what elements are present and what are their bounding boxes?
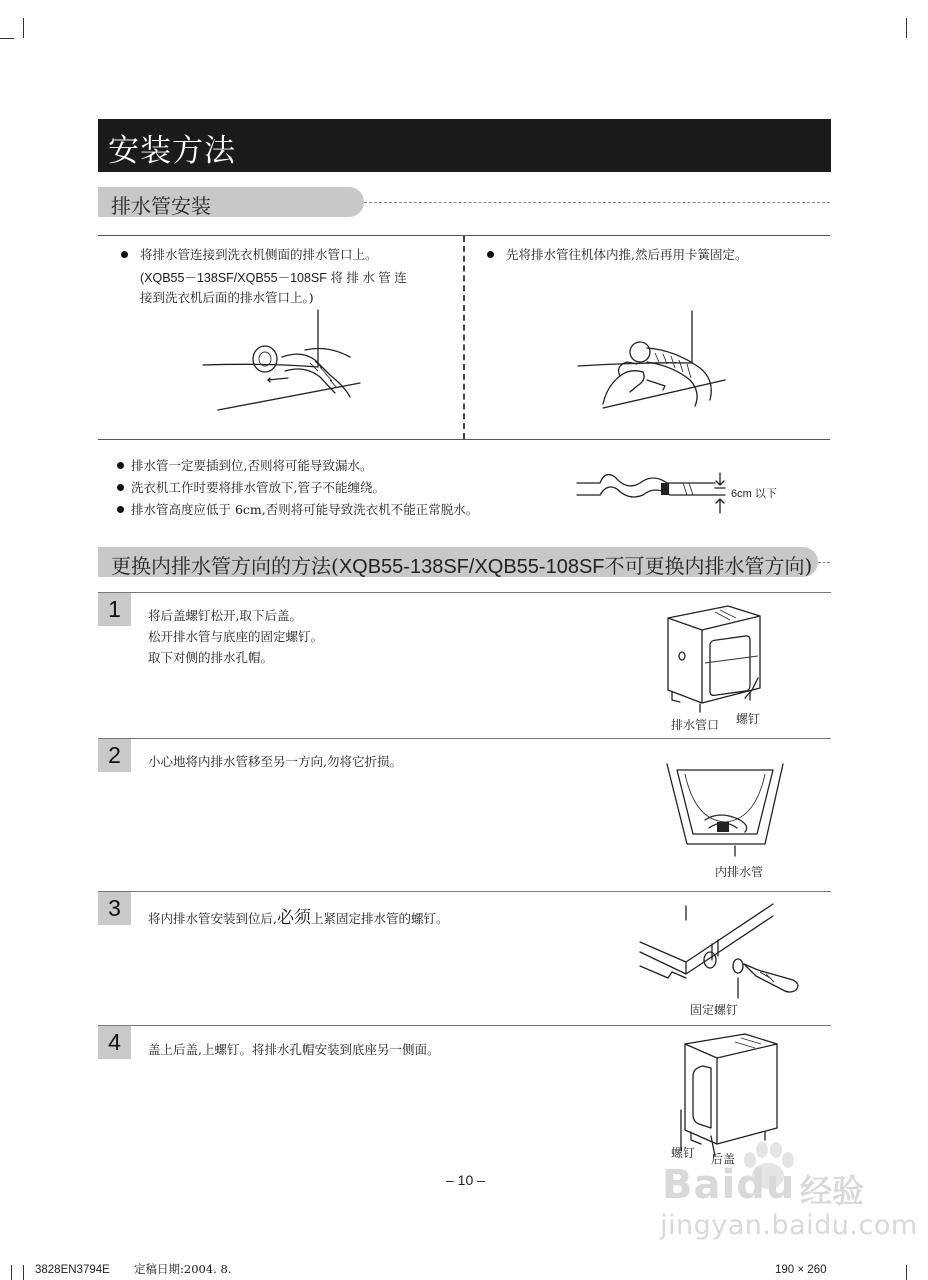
drain-note-1: 排水管一定要插到位,否则将可能导致漏水。 [131, 458, 373, 473]
hose-push-illustration [575, 308, 735, 418]
section-heading-drain-install [98, 187, 364, 217]
watermark-url: jingyan.baidu.com [660, 1210, 918, 1241]
drain-note-2: 洗衣机工作时要将排水管放下,管子不能缠绕。 [131, 480, 385, 495]
crop-mark [11, 1265, 12, 1280]
install-box-divider [463, 236, 465, 439]
left-instruction-note-1: (XQB55－138SF/XQB55－108SF 将 排 水 管 连 [140, 271, 407, 285]
step-number: 1 [98, 593, 131, 626]
height-label: 6cm 以下 [731, 488, 777, 500]
drain-note-3: 排水管高度应低于 6cm,否则将可能导致洗衣机不能正常脱水。 [131, 502, 479, 517]
caption-rear-cover: 后盖 [711, 1152, 736, 1166]
step-1-line-2: 松开排水管与底座的固定螺钉。 [148, 629, 324, 644]
caption-screw: 螺钉 [671, 1146, 696, 1160]
caption-inner-drain-hose: 内排水管 [715, 865, 764, 879]
watermark-logo: Baidu [662, 1162, 796, 1208]
step-2-line-1: 小心地将内排水管移至另一方向,勿将它折损。 [148, 754, 402, 769]
footer-date: 定稿日期:2004. 8. [134, 1262, 232, 1276]
bullet [117, 506, 124, 513]
inner-drain-hose-illustration [665, 760, 785, 850]
step-4-line-1: 盖上后盖,上螺钉。将排水孔帽安装到底座另一侧面。 [148, 1042, 440, 1057]
crop-mark [23, 18, 24, 38]
left-instruction-note-2: 接到洗衣机后面的排水管口上。) [140, 290, 314, 305]
bullet [487, 251, 494, 258]
crop-mark [906, 1265, 907, 1280]
install-box-bottom-rule [98, 439, 830, 440]
page-number: – 10 – [446, 1172, 485, 1188]
hose-height-illustration [575, 465, 735, 520]
crop-mark [906, 18, 907, 38]
crop-mark [0, 38, 14, 39]
bullet [117, 484, 124, 491]
footer-size: 190 × 260 [775, 1264, 827, 1276]
washer-rear-illustration [660, 598, 770, 713]
section-title: 排水管安装 [111, 194, 211, 218]
watermark-cn: 经验 [800, 1172, 865, 1210]
heading-dash-line [818, 562, 830, 563]
step-rule [98, 891, 831, 892]
footer-code: 3828EN3794E [35, 1264, 110, 1276]
hose-connect-illustration [210, 305, 370, 415]
crop-mark [23, 1265, 24, 1280]
page-title-bar [98, 119, 831, 172]
page-title: 安装方法 [108, 133, 236, 169]
step-1-line-3: 取下对侧的排水孔帽。 [148, 650, 274, 665]
caption-drain-port: 排水管口 [671, 718, 720, 732]
step-rule [98, 738, 831, 739]
fixing-screw-illustration [638, 900, 808, 1000]
heading-dash-line [364, 202, 830, 203]
bullet [121, 251, 128, 258]
section-heading-change-direction [98, 547, 818, 577]
section-title: 更换内排水管方向的方法(XQB55-138SF/XQB55-108SF不可更换内排水管方向) [111, 554, 813, 578]
step-rule [98, 1025, 831, 1026]
left-instruction: 将排水管连接到洗衣机侧面的排水管口上。 [140, 247, 378, 262]
right-instruction: 先将排水管往机体内推,然后再用卡簧固定。 [506, 247, 748, 262]
step-number: 3 [98, 892, 131, 925]
washer-cover-illustration [665, 1032, 785, 1157]
step-3-line-1: 将内排水管安装到位后,必须上紧固定排水管的螺钉。 [148, 908, 449, 928]
caption-screw: 螺钉 [736, 712, 761, 726]
bullet [117, 462, 124, 469]
step-1-line-1: 将后盖螺钉松开,取下后盖。 [148, 608, 302, 623]
caption-fixing-screw: 固定螺钉 [690, 1003, 739, 1017]
step-number: 2 [98, 739, 131, 772]
step-rule [98, 592, 831, 593]
step-number: 4 [98, 1026, 131, 1059]
